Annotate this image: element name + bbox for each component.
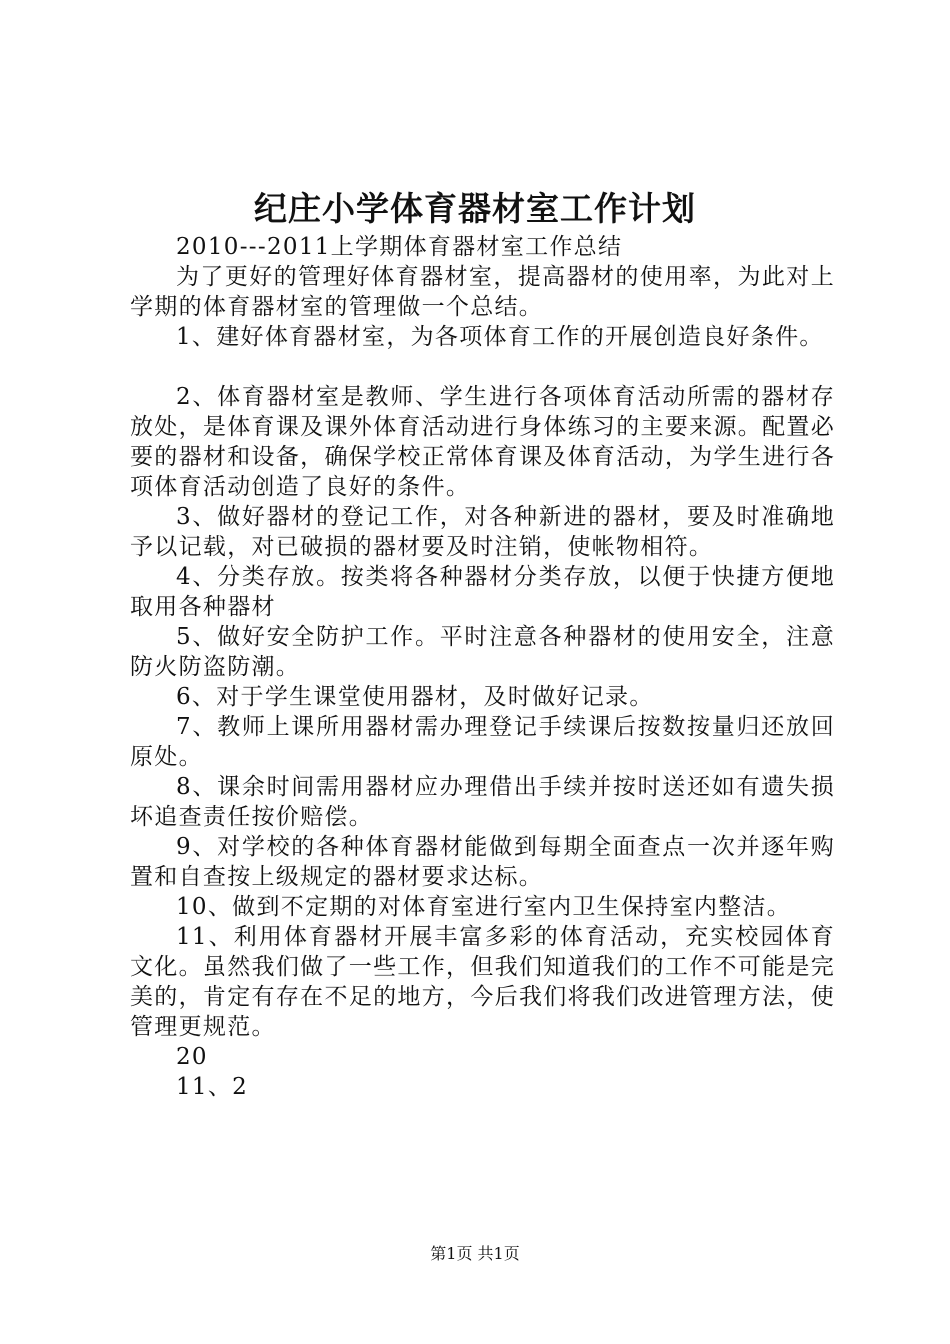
paragraph-item-5: 5、做好安全防护工作。平时注意各种器材的使用安全，注意防火防盗防潮。 <box>130 624 835 680</box>
paragraph-item-3: 3、做好器材的登记工作，对各种新进的器材，要及时准确地予以记载，对已破损的器材要及时注销，使帐物相符。 <box>130 504 835 560</box>
paragraph-item-4: 4、分类存放。按类将各种器材分类存放，以便于快捷方便地取用各种器材 <box>130 564 835 620</box>
paragraph-item-6: 6、对于学生课堂使用器材，及时做好记录。 <box>176 684 654 710</box>
paragraph-item-1: 1、建好体育器材室，为各项体育工作的开展创造良好条件。 <box>176 324 824 350</box>
paragraph-item-10: 10、做到不定期的对体育室进行室内卫生保持室内整洁。 <box>176 894 792 920</box>
document-body <box>130 232 835 1102</box>
paragraph-item-7: 7、教师上课所用器材需办理登记手续课后按数按量归还放回原处。 <box>130 714 835 770</box>
paragraph-item-11: 11、利用体育器材开展丰富多彩的体育活动，充实校园体育文化。虽然我们做了一些工作，但我们知道我们的工作不可能是完美的，肯定有存在不足的地方，今后我们将我们改进管理方法，使管理更规范。 <box>130 924 835 1040</box>
paragraph-item-9: 9、对学校的各种体育器材能做到每期全面查点一次并逐年购置和自查按上级规定的器材要求达标。 <box>130 834 835 890</box>
document-title: 纪庄小学体育器材室工作计划 <box>254 189 696 228</box>
page-footer: 第1页 共1页 <box>430 1244 520 1263</box>
paragraph-intro: 为了更好的管理好体育器材室，提高器材的使用率，为此对上学期的体育器材室的管理做一个总结。 <box>130 264 835 320</box>
paragraph-date-year: 20 <box>176 1044 208 1070</box>
paragraph-item-8: 8、课余时间需用器材应办理借出手续并按时送还如有遗失损坏追查责任按价赔偿。 <box>130 774 835 830</box>
paragraph-item-2: 2、体育器材室是教师、学生进行各项体育活动所需的器材存放处，是体育课及课外体育活动进行身体练习的主要来源。配置必要的器材和设备，确保学校正常体育课及体育活动，为学生进行各项体育活动创造了良好的条件。 <box>130 384 835 500</box>
paragraph-date-month: 11、2 <box>176 1074 249 1100</box>
paragraph-subtitle: 2010---2011上学期体育器材室工作总结 <box>176 234 623 260</box>
